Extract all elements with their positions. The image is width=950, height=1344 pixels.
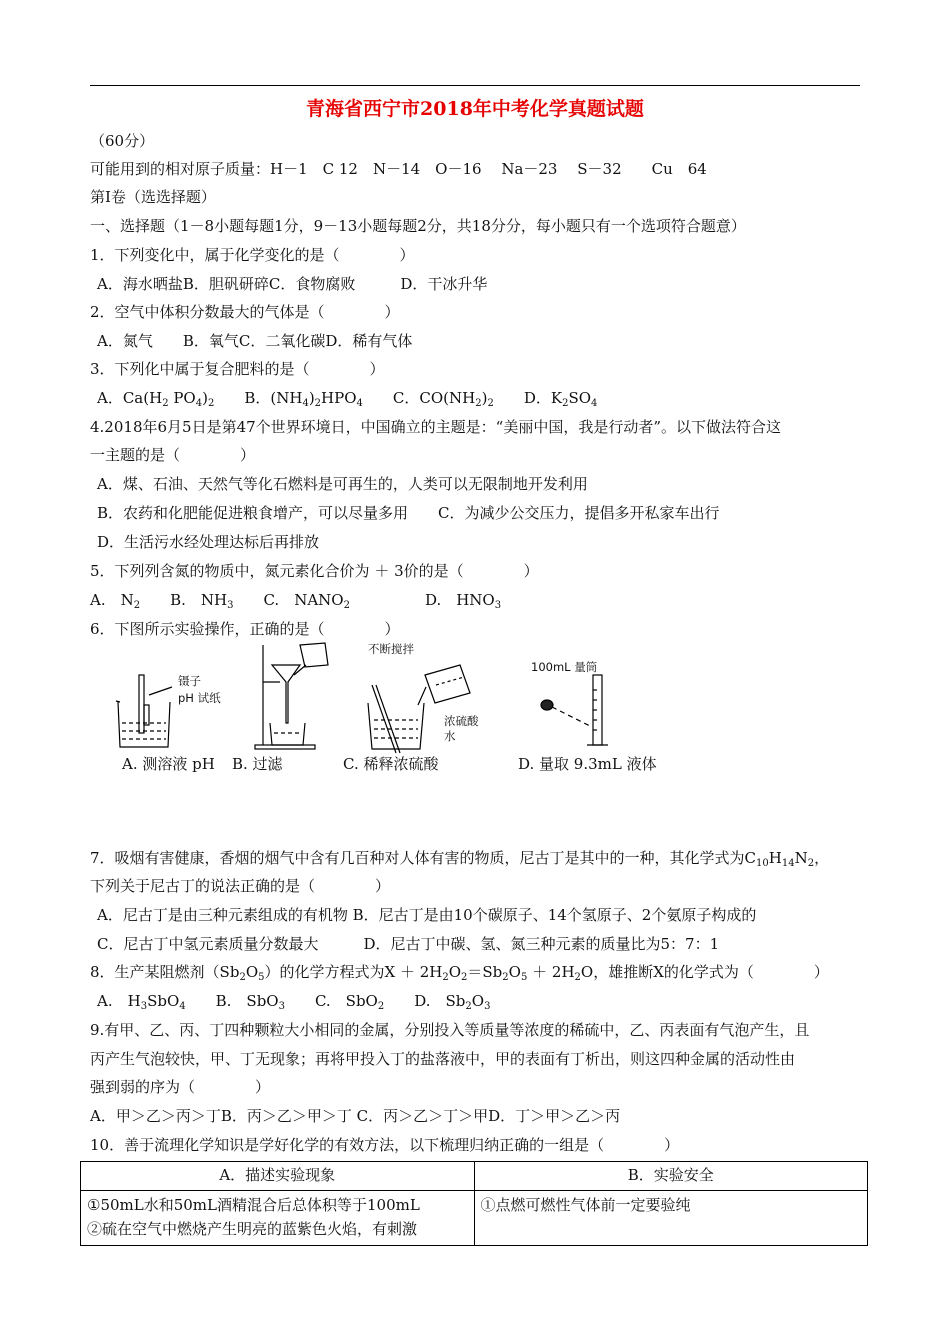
section-heading: 第Ⅰ卷（选选择题） (90, 188, 216, 206)
q3-stem: 3．下列化中属于复合肥料的是（ ） (90, 360, 385, 378)
q2-options: A．氮气 B．氧气C．二氧化碳D．稀有气体 (97, 332, 413, 350)
q6-caption-d: D. 量取 9.3mL 液体 (518, 755, 657, 773)
q5-options: A. $N_2$ B. $NH_3$ C. $NANO_2$ D. $HNO_3$ (90, 591, 502, 611)
q4-stem-line2: 一主题的是（ ） (90, 446, 256, 464)
q5-stem: 5．下列列含氮的物质中，氮元素化合价为 ＋ 3价的是（ ） (90, 562, 539, 580)
table-cell-a: ①50mL水和50mL酒精混合后总体积等于100mL ②硫在空气中燃烧产生明亮的蓝紫色火焰，有刺激 (81, 1191, 475, 1246)
q7-options-ab: A．尼古丁是由三种元素组成的有机物 B．尼古丁是由10个碳原子、14个氢原子、2个氨原子构成的 (97, 906, 757, 924)
graduated-cylinder-icon (541, 675, 608, 745)
fig-label-ph-paper: pH 试纸 (178, 691, 221, 705)
q4-option-bc: B．农药和化肥能促进粮食增产，可以尽量多用 C．为减少公交压力，提倡多开私家车出行 (97, 504, 720, 522)
q4-stem-line1: 4.2018年6月5日是第47个世界环境日，中国确立的主题是：“美丽中国，我是行动者”。以下做法符合这 (90, 418, 782, 436)
q9-stem-line2: 丙产生气泡较快，甲、丁无现象；再将甲投入丁的盐落液中，甲的表面有丁析出，则这四种金属的活动性由 (90, 1050, 796, 1068)
top-rule (90, 85, 860, 86)
fig-label-cylinder: 100mL 量筒 (531, 660, 598, 674)
table-row (81, 1191, 868, 1246)
fig-label-acid: 浓硫酸 (444, 714, 479, 728)
table-cell-b: ①点燃可燃性气体前一定要验纯 (474, 1191, 868, 1246)
q7-stem-line2: 下列关于尼古丁的说法正确的是（ ） (90, 877, 391, 895)
fig-label-water: 水 (444, 729, 456, 743)
q8-stem: 8．生产某阻燃剂$(Sb_2O_5)$的化学方程式为$X + 2H_2O_2=Sb_2O_5 + 2H_2O$，雄推断X的化学式为（ ） (90, 963, 829, 983)
q9-stem-line3: 强到弱的序为（ ） (90, 1078, 271, 1096)
q7-options-cd: C．尼古丁中氢元素质量分数最大 D．尼古丁中碳、氢、氮三种元素的质量比为5：7：1 (97, 935, 720, 953)
q4-option-a: A．煤、石油、天然气等化石燃料是可再生的，人类可以无限制地开发利用 (97, 475, 588, 493)
q3-options: A．$Ca(H_2$ $PO_4)_2$ B．$(NH_4)_2HPO_4$ C．$CO(NH_2)_2$ D．$K_2SO_4$ (97, 389, 598, 409)
q10-stem: 10．善于流理化学知识是学好化学的有效方法，以下梳理归纳正确的一组是（ ） (90, 1136, 680, 1154)
fig-label-stir: 不断搅拌 (368, 642, 414, 656)
q2-stem: 2．空气中体积分数最大的气体是（ ） (90, 303, 400, 321)
q9-stem-line1: 9.有甲、乙、丙、丁四种颗粒大小相同的金属，分别投入等质量等浓度的稀硫中，乙、丙表面有气泡产生，且 (90, 1021, 810, 1039)
q7-stem-line1: 7．吸烟有害健康，香烟的烟气中含有几百种对人体有害的物质，尼古丁是其中的一种，其化学式为$C_{10}H_{14}N_2$， (90, 849, 830, 869)
q1-stem: 1．下列变化中，属于化学变化的是（ ） (90, 246, 415, 264)
table-header-a: A．描述实验现象 (81, 1162, 475, 1191)
fig-label-tweezers: 镊子 (178, 674, 201, 688)
q8-options: A. $H_3SbO_4$ B. SbO$_3$ C. SbO$_2$ D. $Sb_2O_3$ (97, 992, 491, 1012)
beaker-ph-icon (116, 675, 172, 747)
q6-caption-b: B. 过滤 (232, 755, 283, 773)
score-line: （60分） (90, 132, 155, 150)
part-header: 一、选择题（1－8小题每题1分，9－13小题每题2分，共18分分，每小题只有一个选项符合题意） (90, 217, 746, 235)
q4-option-d: D．生活污水经处理达标后再排放 (97, 533, 320, 551)
q1-options: A．海水晒盐B．胆矾研碎C．食物腐败 D．干冰升华 (97, 275, 488, 293)
q6-caption-a: A. 测溶液 pH (122, 755, 215, 773)
table-header-b: B．实验安全 (474, 1162, 868, 1191)
table-row (81, 1162, 868, 1191)
q6-caption-c: C. 稀释浓硫酸 (343, 755, 439, 773)
q9-options: A．甲＞乙＞丙＞丁B．丙＞乙＞甲＞丁 C．丙＞乙＞丁＞甲D．丁＞甲＞乙＞丙 (90, 1107, 621, 1125)
page-title: 青海省西宁市2018年中考化学真题试题 (306, 98, 644, 120)
atomic-masses: 可能用到的相对原子质量：H－1 C 12 N－14 O－16 Na－23 S－32 Cu 64 (90, 160, 707, 178)
q10-table (80, 1161, 868, 1246)
q6-stem: 6．下图所示实验操作，正确的是（ ） (90, 620, 400, 638)
filtration-icon (255, 643, 328, 749)
